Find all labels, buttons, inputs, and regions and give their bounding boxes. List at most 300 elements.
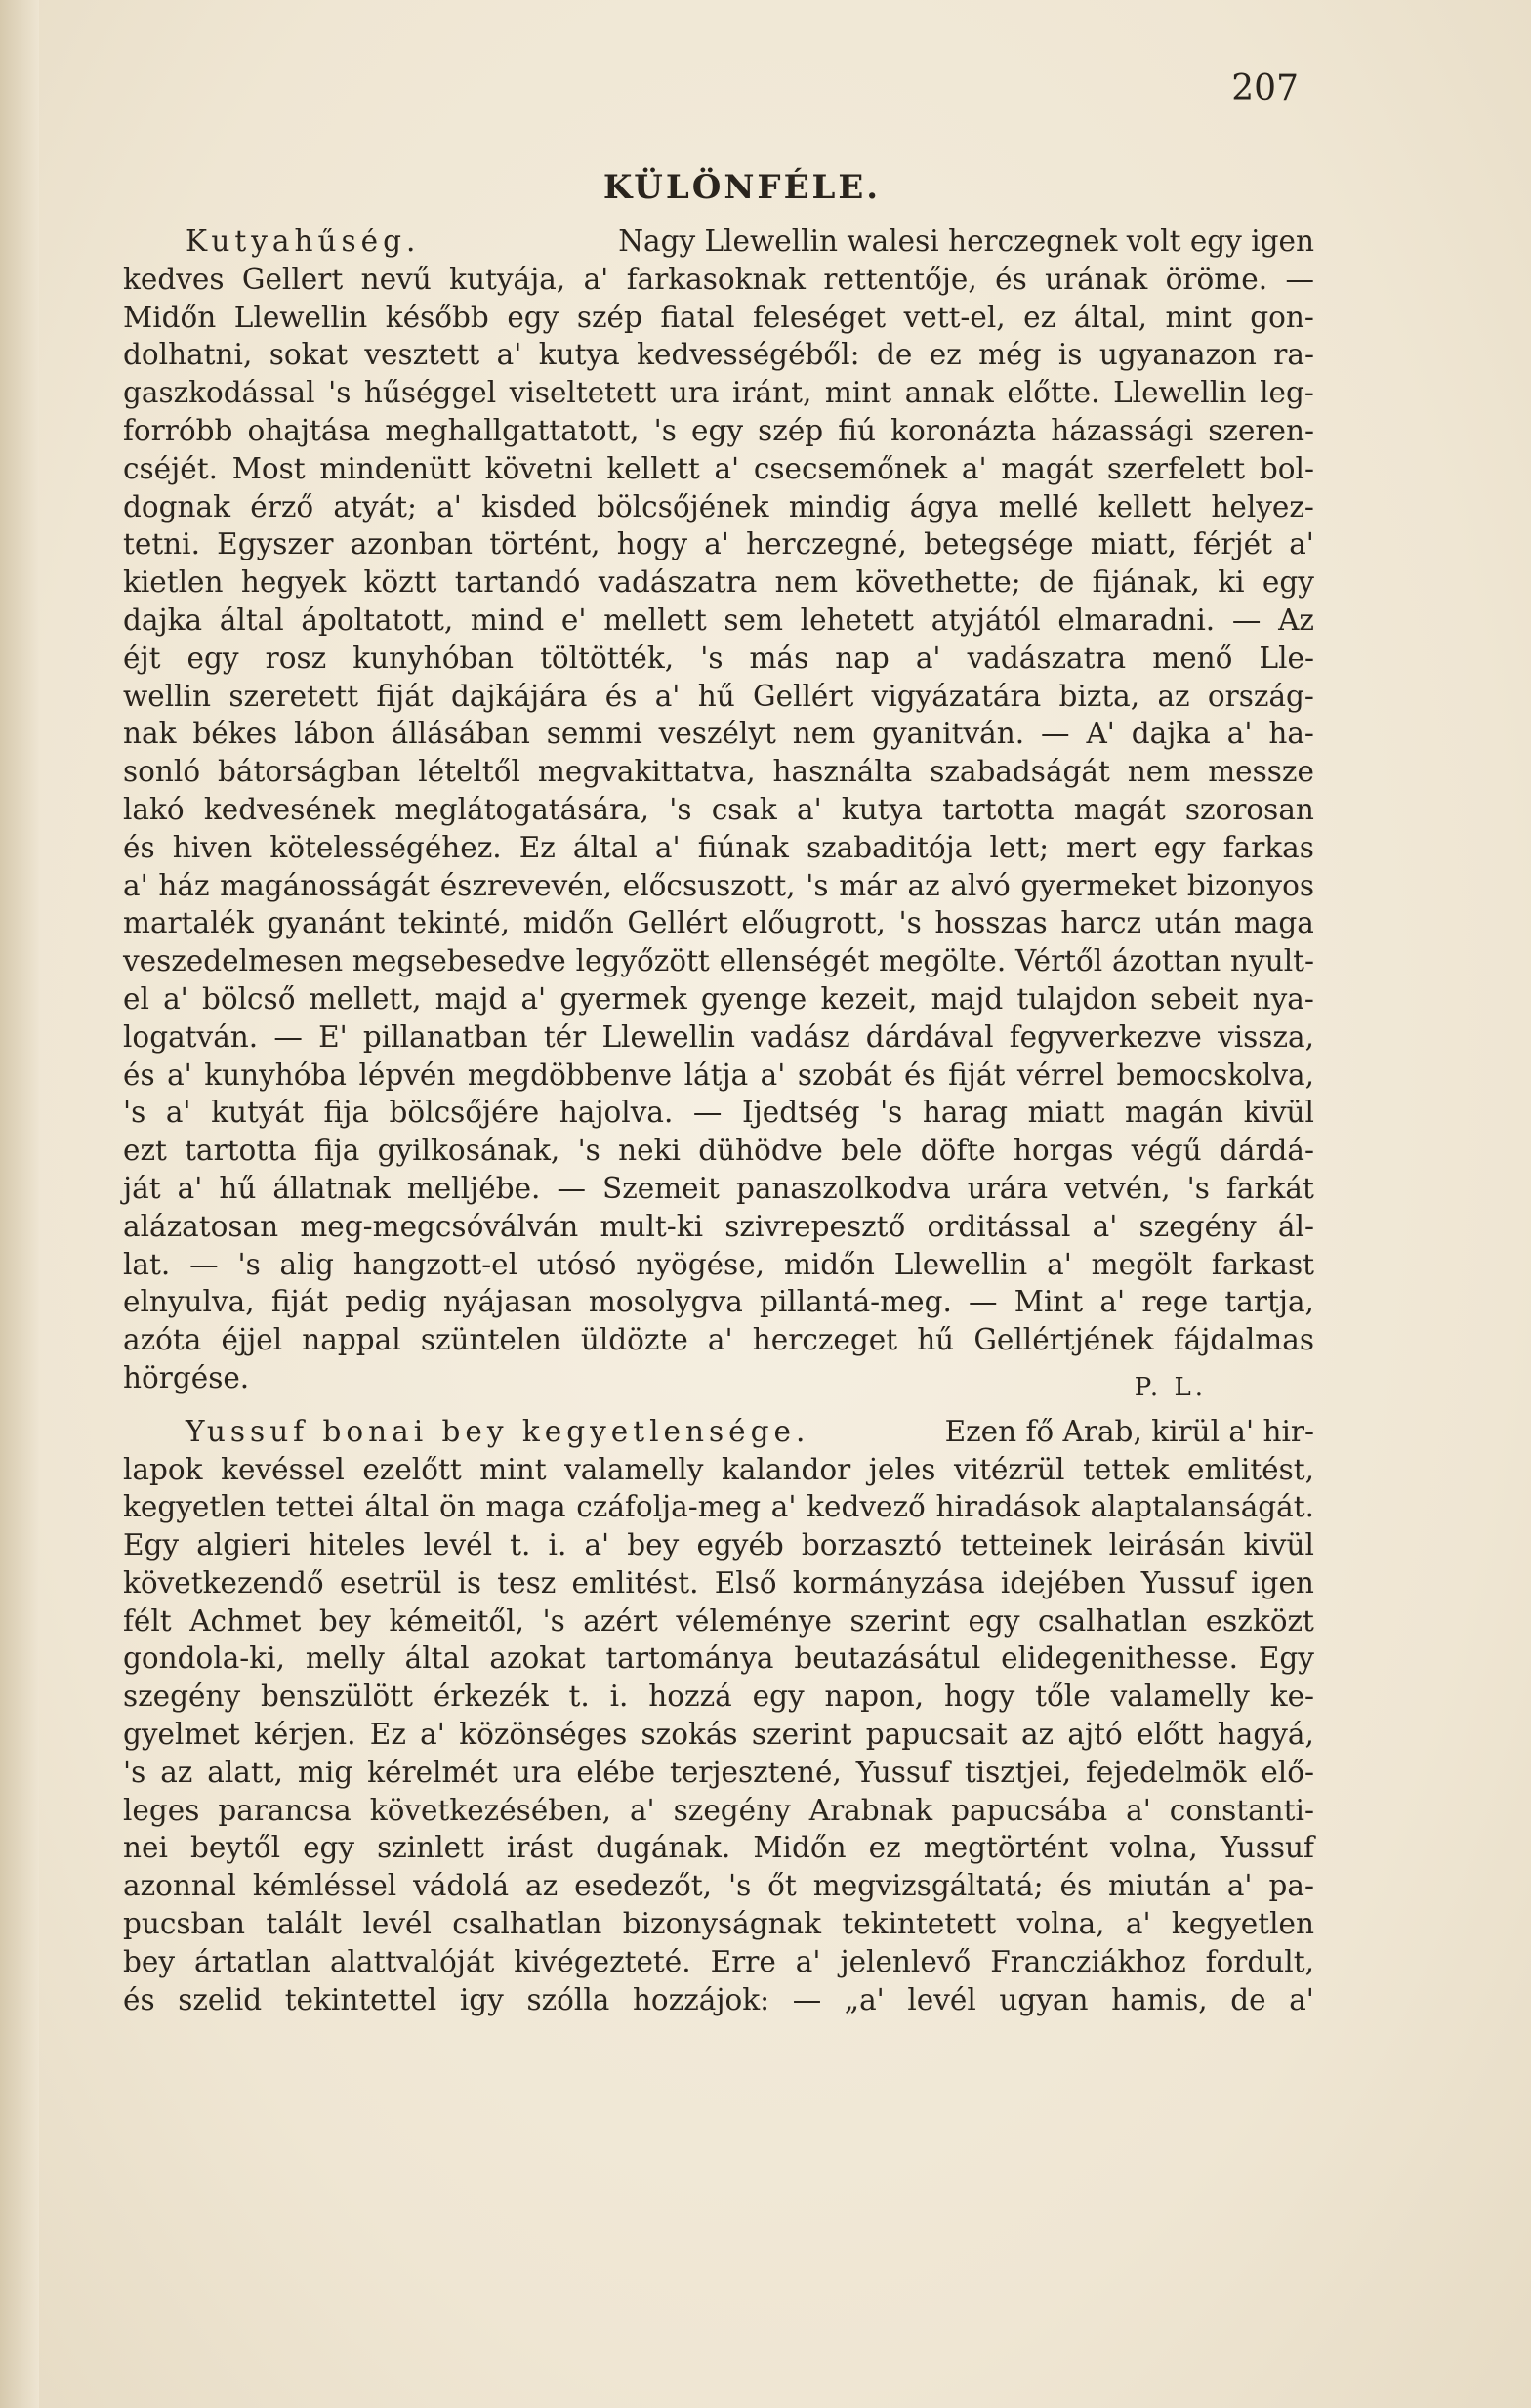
word: kegyetlen <box>123 1490 267 1524</box>
word: dugának. <box>596 1831 731 1865</box>
word: melljébe. <box>406 1171 541 1205</box>
word: vérrel <box>1016 1058 1105 1092</box>
word: véleménye <box>676 1603 832 1638</box>
word: czáfolja-meg <box>576 1490 762 1524</box>
word: bölcső <box>201 981 296 1016</box>
word: használta <box>772 755 913 789</box>
word: által <box>219 602 284 637</box>
word: ajtó <box>1067 1718 1123 1752</box>
word: szeren- <box>1208 413 1314 447</box>
word: ura <box>512 1755 562 1789</box>
word: alázatosan <box>123 1209 279 1243</box>
word: annak <box>904 376 994 410</box>
word: Gellert <box>241 262 344 296</box>
word: a' <box>961 451 987 485</box>
word: csalhatlan <box>1038 1603 1188 1638</box>
article-line <box>123 1792 1314 1830</box>
word: ke- <box>1269 1680 1314 1714</box>
article-line <box>123 1488 1314 1526</box>
word: iránt, <box>731 376 812 410</box>
word: bemocskolva, <box>1116 1058 1314 1092</box>
word: szerfelett <box>1106 451 1246 485</box>
word: mint <box>824 376 892 410</box>
article-line <box>123 1018 1314 1057</box>
article-line <box>123 1413 1314 1451</box>
word: töltötték, <box>540 641 675 675</box>
word: megölt <box>1091 1247 1193 1281</box>
word: ápoltatott, <box>301 602 454 637</box>
word: ugyanazon <box>1098 338 1257 372</box>
word: hogy <box>616 527 688 561</box>
word: herczeget <box>752 1323 898 1357</box>
word: hogy <box>943 1680 1015 1714</box>
word: szeretett <box>228 679 359 713</box>
word: a' <box>654 830 681 864</box>
word: Yussuf <box>1140 1565 1235 1599</box>
word: tartotta <box>185 1134 297 1168</box>
word: igy <box>459 1982 504 2016</box>
word: talált <box>266 1907 343 1941</box>
word: pedig <box>345 1285 427 1319</box>
word: sem <box>724 602 783 637</box>
word: mult-ki <box>600 1209 704 1243</box>
word: farkasoknak <box>626 262 806 296</box>
word: megsebesedve <box>352 944 566 978</box>
word: hozzá <box>648 1680 732 1714</box>
word: eszközt <box>1205 1603 1314 1638</box>
word: ártatlan <box>193 1944 310 1978</box>
word: beutazásátul <box>794 1641 981 1676</box>
word: kutya <box>538 338 620 372</box>
word: Erre <box>710 1944 776 1978</box>
word: Gellért <box>627 906 728 940</box>
word: és <box>123 1058 155 1092</box>
word: Gellértjének <box>973 1323 1154 1357</box>
word: lépvén <box>358 1058 456 1092</box>
word: csecsemőnek <box>753 451 948 485</box>
word: forróbb <box>123 413 233 447</box>
word: vadászatra <box>967 641 1127 675</box>
word: esedezőt, <box>574 1869 713 1903</box>
word: a' <box>420 1718 445 1752</box>
word: érző <box>250 489 314 523</box>
word: az <box>907 868 940 902</box>
word: tartandó <box>454 565 581 600</box>
article-line <box>123 715 1314 753</box>
word: magát <box>1073 792 1166 826</box>
word: tekintettel <box>284 1982 437 2016</box>
word: 's <box>806 868 829 902</box>
word: békes <box>192 717 278 751</box>
word: 's <box>700 641 724 675</box>
word: egy <box>1262 565 1314 600</box>
word: kedvező <box>807 1490 926 1524</box>
word: tettek <box>1083 1452 1170 1486</box>
word: szép <box>576 300 642 334</box>
word: által <box>364 1490 430 1524</box>
body-text <box>123 223 1314 2018</box>
word: által <box>404 1641 470 1676</box>
article-line <box>123 1132 1314 1170</box>
article-line <box>123 261 1314 299</box>
word: a' <box>795 1944 821 1978</box>
word: köztt <box>363 565 437 600</box>
word: ezt <box>123 1134 167 1168</box>
word: veszedelmesen <box>123 944 344 978</box>
word: farkast <box>1211 1247 1314 1281</box>
word: szabadságát <box>930 755 1110 789</box>
word: egy <box>186 641 239 675</box>
word: előugrott, <box>741 906 886 940</box>
word: tartománya <box>605 1641 774 1676</box>
word: pillanatban <box>362 1019 528 1054</box>
article-line <box>123 223 1314 261</box>
article-line <box>123 753 1314 791</box>
word: egy <box>752 1680 805 1714</box>
word: ez <box>929 338 962 372</box>
word: — <box>1231 602 1262 637</box>
word: kalandor <box>721 1452 851 1486</box>
word: házassági <box>1051 413 1194 447</box>
word: a' <box>707 1323 733 1357</box>
article-line <box>123 1526 1314 1564</box>
word: menő <box>1152 641 1233 675</box>
word: történt, <box>489 527 600 561</box>
word: dárdá- <box>1219 1134 1314 1168</box>
word: Llewellin <box>1113 376 1247 410</box>
word: követni <box>484 451 593 485</box>
article-text-line: hörgése. <box>123 1360 250 1394</box>
word: gaszkodással <box>123 376 315 410</box>
word: Francziákhoz <box>990 1944 1186 1978</box>
word: férjét <box>1193 527 1272 561</box>
word: gyermeket <box>1020 868 1178 902</box>
word: fiját <box>948 1058 1006 1092</box>
word: a' <box>915 641 941 675</box>
word: az <box>525 1869 559 1903</box>
word: mindig <box>788 489 890 523</box>
word: martalék <box>123 906 254 940</box>
word: követhette; <box>855 565 1021 600</box>
word: ugyan <box>999 1982 1089 2016</box>
word: a' <box>496 338 522 372</box>
word: kutyát <box>211 1096 304 1130</box>
word: azokat <box>489 1641 586 1676</box>
word: Egyszer <box>217 527 334 561</box>
word: maga <box>485 1490 566 1524</box>
word: hagyá, <box>1217 1718 1314 1752</box>
word: pucsban <box>123 1907 246 1941</box>
word: midőn <box>522 906 614 940</box>
word: nei <box>123 1831 168 1865</box>
word: algieri <box>196 1528 291 1562</box>
word: mindenütt <box>319 451 471 485</box>
article-line <box>123 640 1314 678</box>
article-text-line: Ezen fő Arab, kirül a' hir- <box>944 1414 1314 1448</box>
word: és <box>604 679 638 713</box>
word: a' <box>520 981 547 1016</box>
word: cséjét. <box>123 451 218 485</box>
author-signature: P. L. <box>1134 1372 1207 1402</box>
word: hű <box>917 1323 955 1357</box>
word: a' <box>1289 527 1314 561</box>
word: emlitést, <box>1187 1452 1314 1486</box>
word: megölte. <box>879 944 1007 978</box>
word: bölcsőjének <box>597 489 769 523</box>
word: — <box>273 1019 303 1054</box>
word: ez <box>1023 300 1056 334</box>
word: t. <box>510 1528 531 1562</box>
article-line <box>123 1057 1314 1095</box>
word: egy <box>691 413 744 447</box>
word: a' <box>167 1058 192 1092</box>
word: következésében, <box>369 1793 611 1827</box>
word: nem <box>792 717 856 751</box>
word: E' <box>318 1019 348 1054</box>
word: szinlett <box>377 1831 484 1865</box>
word: koronázta <box>890 413 1037 447</box>
word: hűséggel <box>363 376 497 410</box>
word: bölcsőjére <box>389 1096 540 1130</box>
article-line <box>123 525 1314 563</box>
word: elébe <box>576 1755 656 1789</box>
word: meghallgattatott, <box>385 413 640 447</box>
word: mellé <box>998 489 1079 523</box>
word: rettentője, <box>823 262 977 296</box>
word: — <box>1285 262 1314 296</box>
word: a' <box>714 451 740 485</box>
word: 's <box>1186 1171 1210 1205</box>
word: elidegenithesse. <box>1001 1641 1239 1676</box>
word: ját <box>123 1171 161 1205</box>
word: kellett <box>606 451 700 485</box>
word: neki <box>618 1134 681 1168</box>
word: az <box>160 1755 193 1789</box>
article-line <box>123 602 1314 640</box>
word: el <box>123 981 149 1016</box>
word: orditással <box>927 1209 1071 1243</box>
word: a' <box>123 868 148 902</box>
word: ra- <box>1273 338 1314 372</box>
word: lapok <box>123 1452 203 1486</box>
word: a' <box>1126 1793 1151 1827</box>
word: mert <box>1066 830 1137 864</box>
article-line <box>123 1905 1314 1943</box>
word: de <box>1038 565 1075 600</box>
word: valamelly <box>1110 1680 1250 1714</box>
word: miatt, <box>1090 527 1177 561</box>
word: szólla <box>526 1982 610 2016</box>
word: Gellért <box>753 679 854 713</box>
word: kormányzása <box>792 1565 985 1599</box>
word: a' <box>1125 1907 1151 1941</box>
word: fiatal <box>660 300 735 334</box>
word: lett; <box>989 830 1050 864</box>
word: vesztett <box>364 338 480 372</box>
word: tartotta <box>942 792 1055 826</box>
word: — <box>189 1247 219 1281</box>
word: mig <box>297 1755 353 1789</box>
word: ohajtása <box>247 413 371 447</box>
word: de <box>876 338 913 372</box>
word: szokás <box>641 1718 738 1752</box>
word: szüntelen <box>420 1323 561 1357</box>
word: — <box>969 1285 998 1319</box>
word: hiteles <box>308 1528 406 1562</box>
word: Midőn <box>123 300 217 334</box>
word: után <box>1154 906 1221 940</box>
word: szegény <box>123 1680 241 1714</box>
word: Yussuf <box>855 1755 950 1789</box>
word: — <box>792 1982 822 2016</box>
word: dajka <box>1131 717 1211 751</box>
word: rege <box>1141 1285 1209 1319</box>
article-title: Kutyahűség. <box>186 225 421 258</box>
word: tesz <box>497 1565 557 1599</box>
word: alig <box>279 1247 334 1281</box>
word: 's <box>653 413 677 447</box>
word: elmaradni. <box>1057 602 1216 637</box>
word: kevéssel <box>221 1452 345 1486</box>
word: bátorságban <box>218 755 401 789</box>
word: urára <box>967 1171 1049 1205</box>
book-spine-shadow <box>0 0 39 2408</box>
word: a' <box>163 981 188 1016</box>
word: gondola-ki, <box>123 1641 285 1676</box>
article-line <box>123 1208 1314 1246</box>
word: fijának, <box>1092 565 1200 600</box>
word: 's <box>577 1134 600 1168</box>
word: a' <box>1226 1869 1253 1903</box>
word: ez <box>868 1831 901 1865</box>
word: dárdával <box>865 1019 994 1054</box>
article-line <box>123 1321 1314 1359</box>
word: kellett <box>1097 489 1192 523</box>
article-line <box>123 829 1314 867</box>
word: midőn <box>783 1247 875 1281</box>
word: szivrepesztő <box>724 1209 906 1243</box>
article-title: Yussuf bonai bey kegyetlensége. <box>186 1414 810 1448</box>
word: ura <box>669 376 720 410</box>
word: mint <box>1165 300 1232 334</box>
word: szerint <box>849 1603 950 1638</box>
word: állásában <box>391 717 530 751</box>
word: a' <box>1092 1209 1118 1243</box>
article-last-line <box>123 1359 1314 1402</box>
word: miután <box>1108 1869 1211 1903</box>
word: atyjától <box>931 602 1041 637</box>
word: Llewellin <box>601 1019 735 1054</box>
word: alatt, <box>207 1755 283 1789</box>
word: szép <box>758 413 824 447</box>
word: szorosan <box>1184 792 1314 826</box>
word: kivégezteté. <box>514 1944 691 1978</box>
word: farkát <box>1225 1171 1314 1205</box>
word: fiú <box>838 413 876 447</box>
word: kémléssel <box>252 1869 397 1903</box>
word: Egy <box>123 1528 180 1562</box>
word: szerint <box>751 1718 852 1752</box>
word: gyermek <box>559 981 687 1016</box>
word: hamis, <box>1111 1982 1208 2016</box>
word: mellett <box>603 602 707 637</box>
word: melly <box>305 1641 385 1676</box>
word: ezelőtt <box>362 1452 462 1486</box>
word: azonnal <box>123 1869 236 1903</box>
word: viseltetett <box>509 376 657 410</box>
article-line <box>123 412 1314 450</box>
word: panaszolkodva <box>735 1171 951 1205</box>
word: csak <box>711 792 777 826</box>
word: harag <box>922 1096 1009 1130</box>
word: fija <box>323 1096 369 1130</box>
word: ország- <box>1207 679 1314 713</box>
word: és <box>123 830 155 864</box>
word: éjt <box>123 641 161 675</box>
word: levél <box>362 1907 432 1941</box>
word: hű <box>219 1171 257 1205</box>
word: Első <box>714 1565 777 1599</box>
word: kivül <box>1243 1528 1314 1562</box>
word: egyéb <box>696 1528 784 1562</box>
word: fiját <box>270 1285 329 1319</box>
word: kötelességéhez. <box>269 830 502 864</box>
word: dolhatni, <box>123 338 253 372</box>
word: nevű <box>360 262 432 296</box>
word: ál- <box>1277 1209 1314 1243</box>
word: tetteinek <box>960 1528 1092 1562</box>
word: hajolva. <box>559 1096 674 1130</box>
word: Llewellin <box>233 300 368 334</box>
article-line <box>123 867 1314 905</box>
word: az <box>1020 1718 1055 1752</box>
word: által <box>572 830 638 864</box>
word: bey <box>627 1528 680 1562</box>
word: dühödve <box>698 1134 823 1168</box>
word: hosszas <box>934 906 1048 940</box>
word: pillantá-meg. <box>759 1285 952 1319</box>
word: szabaditója <box>806 830 972 864</box>
word: bele <box>841 1134 903 1168</box>
word: meg-megcsóválván <box>300 1209 579 1243</box>
article-line <box>123 1943 1314 1981</box>
word: nak <box>123 717 177 751</box>
word: — <box>692 1096 723 1130</box>
word: 's <box>237 1247 261 1281</box>
word: leges <box>123 1793 200 1827</box>
word: lételtől <box>418 755 520 789</box>
word: tekinté, <box>397 906 511 940</box>
article-line <box>123 336 1314 374</box>
word: fájdalmas <box>1173 1323 1314 1357</box>
word: egy <box>507 300 559 334</box>
word: Achmet <box>189 1603 302 1638</box>
word: ház <box>158 868 210 902</box>
word: szelid <box>178 1982 263 2016</box>
word: nya- <box>1252 981 1314 1016</box>
word: tisztjei, <box>964 1755 1072 1789</box>
word: kérjen. <box>254 1718 356 1752</box>
word: meglátogatására, <box>394 792 650 826</box>
word: alvó <box>950 868 1011 902</box>
word: kunyhóba <box>204 1058 347 1092</box>
word: wellin <box>123 679 212 713</box>
word: sokat <box>269 338 348 372</box>
word: megdöbbenve <box>467 1058 673 1092</box>
word: a' <box>1099 1285 1126 1319</box>
word: Ez <box>369 1718 406 1752</box>
word: lakó <box>123 792 185 826</box>
